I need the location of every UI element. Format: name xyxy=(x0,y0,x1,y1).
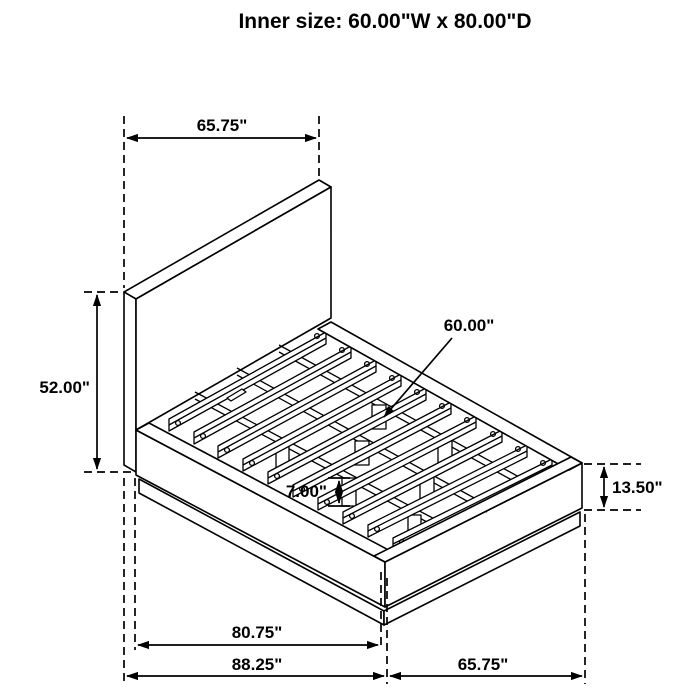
page-title: Inner size: 60.00"W x 80.00"D xyxy=(238,10,532,33)
dimension-label-platform-depth: 80.75" xyxy=(231,623,283,642)
dimension-label-headboard-width: 65.75" xyxy=(196,116,248,135)
headboard-side-face xyxy=(124,292,136,472)
dimension-frame-height xyxy=(584,464,663,510)
dimension-label-overall-depth: 88.25" xyxy=(231,655,283,674)
dimension-label-leg-height: 7.00" xyxy=(285,482,327,501)
dimension-label-headboard-height: 52.00" xyxy=(39,378,90,397)
dimension-label-frame-height: 13.50" xyxy=(612,478,663,497)
dimension-label-footboard-width: 65.75" xyxy=(457,655,509,674)
dimension-label-inner-width: 60.00" xyxy=(443,316,495,335)
dimension-headboard-height xyxy=(39,292,133,472)
bed-drawing xyxy=(124,180,582,625)
